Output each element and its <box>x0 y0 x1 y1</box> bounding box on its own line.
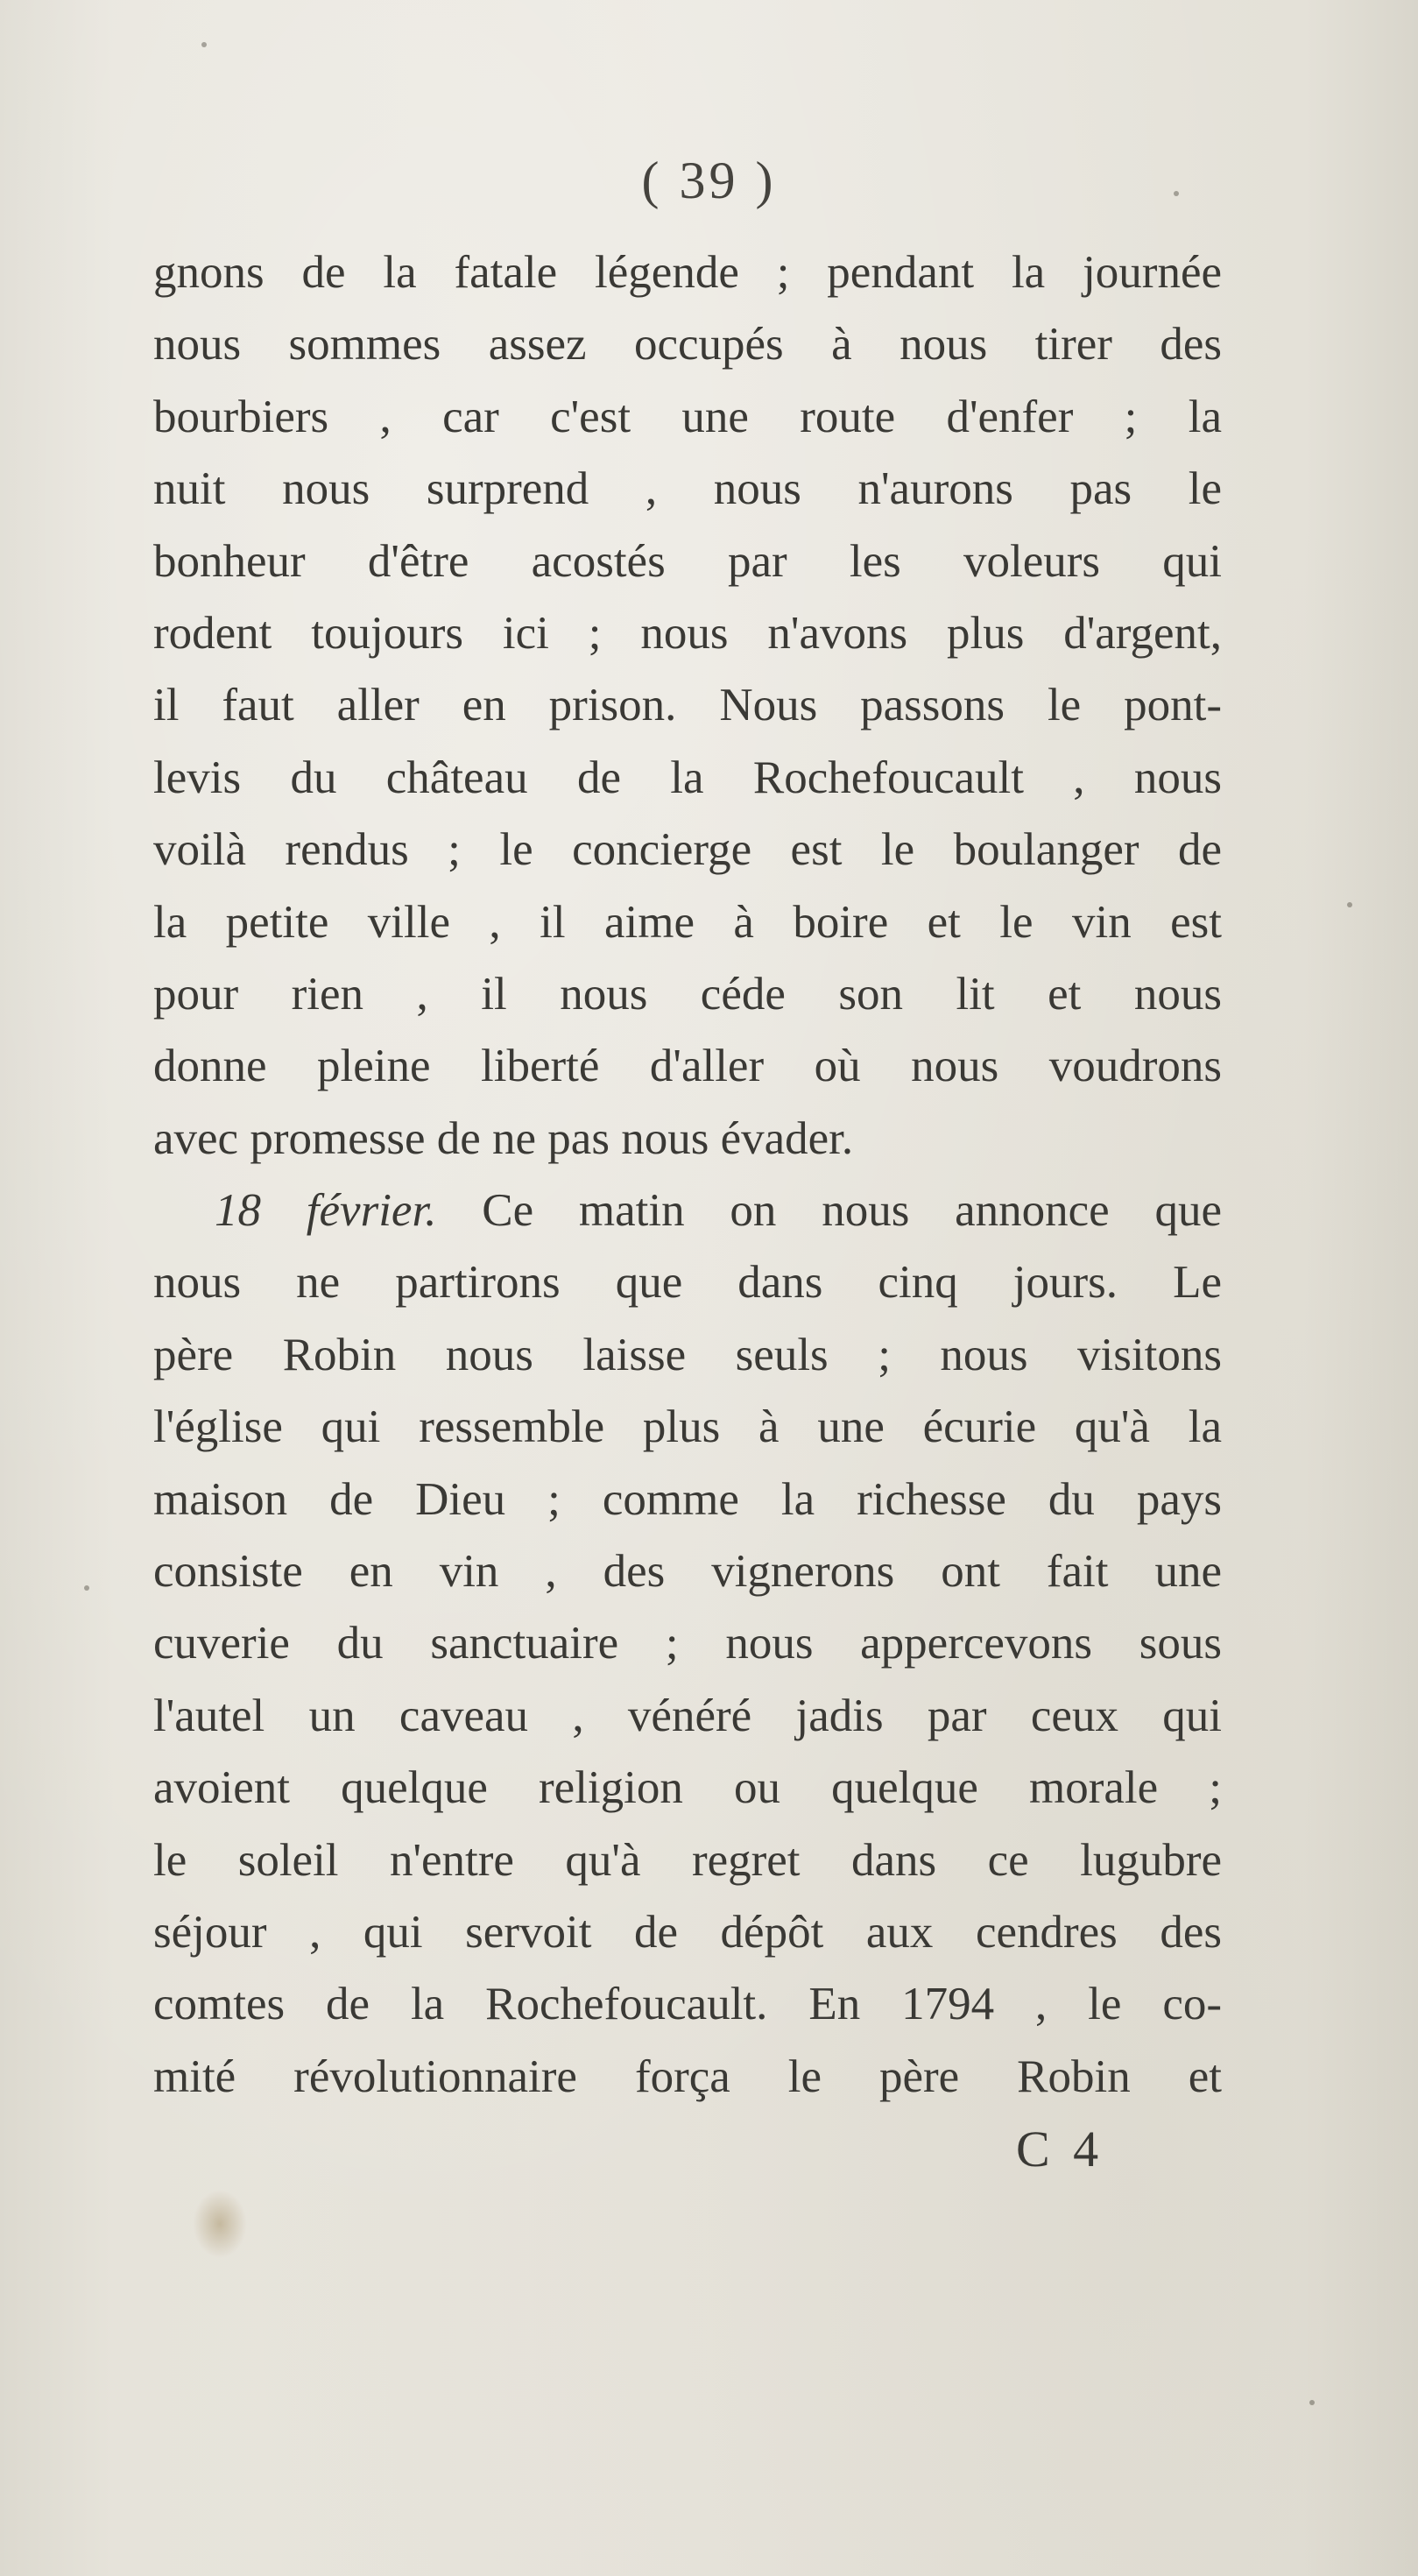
text-line: voilà rendus ; le concierge est le boulanger de <box>153 824 1222 876</box>
text-line: la petite ville , il aime à boire et le vin est <box>153 896 1222 948</box>
text-line: mité révolutionnaire força le père Robin et <box>153 2050 1222 2102</box>
entry-date: 18 février. <box>215 1185 437 1237</box>
text-line: gnons de la fatale légende ; pendant la journée <box>153 247 1222 298</box>
paper-speck <box>1309 2400 1315 2405</box>
text-line: l'autel un caveau , vénéré jadis par ceux qui <box>153 1690 1222 1741</box>
paper-speck <box>1174 191 1179 196</box>
text-line: maison de Dieu ; comme la richesse du pays <box>153 1473 1222 1525</box>
text-line: l'église qui ressemble plus à une écurie qu'à la <box>153 1401 1222 1453</box>
text-line: consiste en vin , des vignerons ont fait une <box>153 1546 1222 1598</box>
text-line: avoient quelque religion ou quelque morale ; <box>153 1762 1222 1814</box>
paper-speck <box>1347 902 1352 907</box>
text-line: bourbiers , car c'est une route d'enfer ; la <box>153 391 1222 442</box>
text-line: nous ne partirons que dans cinq jours. Le <box>153 1257 1222 1309</box>
text-line: le soleil n'entre qu'à regret dans ce lugubre <box>153 1834 1222 1886</box>
text-line: avec promesse de ne pas nous évader. <box>153 1112 854 1164</box>
text-line: séjour , qui servoit de dépôt aux cendres des <box>153 1906 1222 1958</box>
text-line: rodent toujours ici ; nous n'avons plus d'argent, <box>153 607 1222 659</box>
text-line: levis du château de la Rochefoucault , nous <box>153 752 1222 803</box>
paper-speck <box>84 1585 89 1591</box>
paper-speck <box>201 42 207 47</box>
paragraph-start-line <box>153 1175 1222 1246</box>
signature-mark: C 4 <box>1016 2121 1104 2177</box>
text-line: nous sommes assez occupés à nous tirer des <box>153 319 1222 371</box>
text-line: donne pleine liberté d'aller où nous voudrons <box>153 1041 1222 1092</box>
text-line: père Robin nous laisse seuls ; nous visitons <box>153 1329 1222 1380</box>
text-line: comtes de la Rochefoucault. En 1794 , le co- <box>153 1979 1222 2030</box>
text-line: il faut aller en prison. Nous passons le pont- <box>153 680 1222 731</box>
text-line: cuverie du sanctuaire ; nous appercevons sous <box>153 1618 1222 1669</box>
page-number-header: ( 39 ) <box>641 152 777 209</box>
text-line-rest: Ce matin on nous annonce que <box>436 1185 1223 1237</box>
paper-stain <box>193 2190 247 2258</box>
text-line: nuit nous surprend , nous n'aurons pas le <box>153 463 1222 515</box>
text-line: pour rien , il nous céde son lit et nous <box>153 968 1222 1020</box>
body-text <box>153 236 1222 2113</box>
text-line: bonheur d'être acostés par les voleurs qui <box>153 535 1222 587</box>
